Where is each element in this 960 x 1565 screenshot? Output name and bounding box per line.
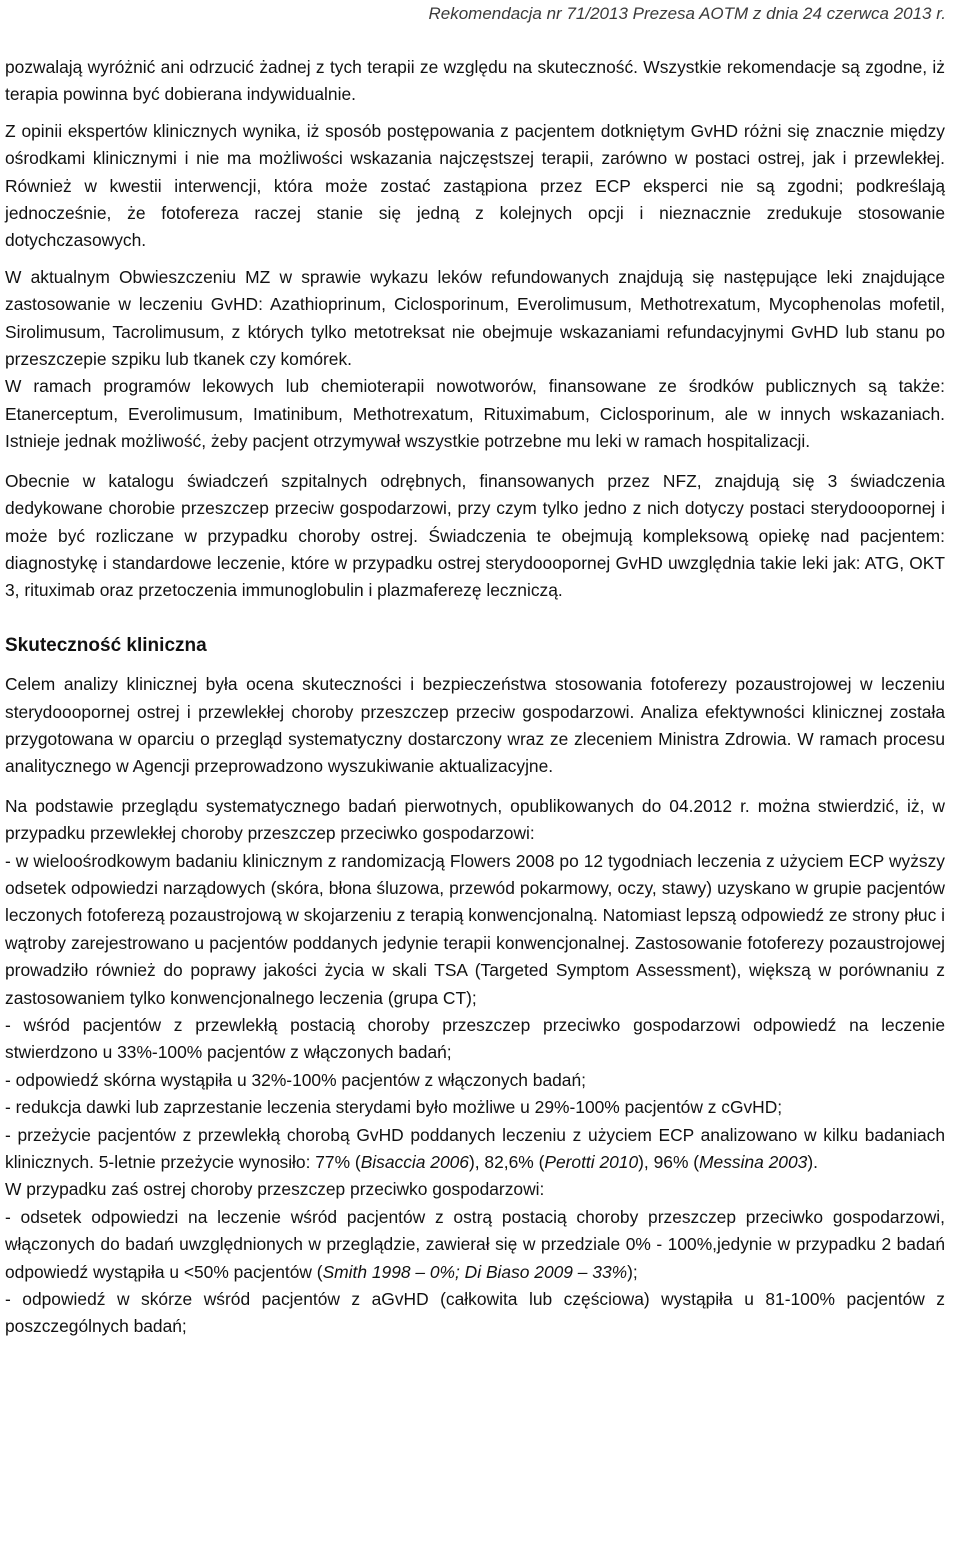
paragraph: Obecnie w katalogu świadczeń szpitalnych odrębnych, finansowanych przez NFZ, znajdują się 3 świadczenia dedykowane chorobie przeszczep przeciw gospodarzowi, przy czym tylko jedno z nich dotyczy postaci sterydooopornej i może być rozliczane w przypadku choroby ostrej. Świadczenia te obejmują kompleksową opiekę nad pacjentem: diagnostykę i standardowe leczenie, które w przypadku ostrej sterydooopornej GvHD uwzględnia takie leki jak: ATG, OKT 3, rituximab oraz przetoczenia immunoglobulin i plazmaferezę leczniczą. (5, 470, 945, 601)
paragraph: Na podstawie przeglądu systematycznego badań pierwotnych, opublikowanych do 04.2012 r. można stwierdzić, iż, w przypadku przewlekłej choroby przeszczep przeciwko gospodarzowi: (5, 795, 945, 844)
citation: Smith 1998 – 0%; Di Biaso 2009 – 33% (322, 1261, 628, 1282)
document-body (5, 54, 945, 1341)
bullet-text: ). (807, 1152, 818, 1173)
paragraph: Celem analizy klinicznej była ocena skuteczności i bezpieczeństwa stosowania fotoferezy pozaustrojowej w leczeniu sterydooopornej ostrej i przewlekłej choroby przeszczep przeciw gospodarzowi. Analiza efektywności klinicznej została przygotowana w oparciu o przegląd systematyczny dostarczony wraz ze zleceniem Ministra Zdrowia. W ramach procesu analitycznego w Agencji przeprowadzono wyszukiwanie aktualizacyjne. (5, 674, 945, 777)
bullet-text: ); (627, 1261, 638, 1282)
bullet-text: - odsetek odpowiedzi na leczenie wśród pacjentów z ostrą postacią choroby przeszczep przeciwko gospodarzowi, włączonych do badań uwzględnionych w przeglądzie, zawierał się w przedziale 0% - 100%,jedynie w przypadku 2 badań odpowiedź wystąpiła u <50% pacjentów ( (5, 1206, 945, 1282)
paragraph: W aktualnym Obwieszczeniu MZ w sprawie wykazu leków refundowanych znajdują się następujące leki znajdujące zastosowanie w leczeniu GvHD: Azathioprinum, Ciclosporinum, Everolimusum, Methotrexatum, Mycophenolas mofetil, Sirolimusum, Tacrolimusum, z których tylko metotreksat nie obejmuje wskazaniami refundacyjnymi GvHD lub stanu po przeszczepie szpiku lub tkanek czy komórek. (5, 266, 945, 370)
citation: Perotti 2010 (544, 1152, 639, 1173)
paragraph: W przypadku zaś ostrej choroby przeszczep przeciwko gospodarzowi: (5, 1179, 545, 1200)
bullet-item (5, 1204, 945, 1286)
bullet-item: - wśród pacjentów z przewlekłą postacią choroby przeszczep przeciwko gospodarzowi odpowiedź na leczenie stwierdzono u 33%-100% pacjentów z włączonych badań; (5, 1015, 945, 1063)
section-heading: Skuteczność kliniczna (5, 634, 207, 656)
paragraph: W ramach programów lekowych lub chemioterapii nowotworów, finansowane ze środków publicznych są także: Etanerceptum, Everolimusum, Imatinibum, Methotrexatum, Rituximabum, Ciclosporinum, ale w innych wskazaniach. Istnieje jednak możliwość, żeby pacjent otrzymywał wszystkie potrzebne mu leki w ramach hospitalizacji. (5, 376, 945, 452)
bullet-item (5, 1122, 945, 1177)
citation: Messina 2003 (699, 1152, 808, 1173)
bullet-item: - w wieloośrodkowym badaniu klinicznym z randomizacją Flowers 2008 po 12 tygodniach leczenia z użyciem ECP wyższy odsetek odpowiedzi narządowych (skóra, błona śluzowa, przewód pokarmowy, oczy, stawy) uzyskano w grupie pacjentów leczonych fotoferezą pozaustrojową w skojarzeniu z terapią konwencjonalną. Natomiast lepszą odpowiedź ze strony płuc i wątroby zarejestrowano u pacjentów poddanych jedynie terapii konwencjonalnej. Zastosowanie fotoferezy pozaustrojowej prowadziło również do poprawy jakości życia w skali TSA (Targeted Symptom Assessment), większą w porównaniu z zastosowaniem tylko konwencjonalnego leczenia (grupa CT); (5, 850, 945, 1008)
bullet-item: - odpowiedź skórna wystąpiła u 32%-100% pacjentów z włączonych badań; (5, 1069, 586, 1090)
bullet-item: - odpowiedź w skórze wśród pacjentów z aGvHD (całkowita lub częściowa) wystąpiła u 81-100% pacjentów z poszczególnych badań; (5, 1289, 945, 1337)
citation: Bisaccia 2006 (360, 1152, 469, 1173)
bullet-text: ), 96% ( (638, 1152, 700, 1173)
document-header: Rekomendacja nr 71/2013 Prezesa AOTM z dnia 24 czerwca 2013 r. (428, 4, 946, 23)
paragraph: pozwalają wyróżnić ani odrzucić żadnej z tych terapii ze względu na skuteczność. Wszystkie rekomendacje są zgodne, iż terapia powinna być dobierana indywidualnie. (5, 57, 945, 105)
bullet-item: - redukcja dawki lub zaprzestanie leczenia sterydami było możliwe u 29%-100% pacjentów z cGvHD; (5, 1097, 783, 1118)
bullet-text: ), 82,6% ( (468, 1152, 545, 1173)
bullet-text: - przeżycie pacjentów z przewlekłą chorobą GvHD poddanych leczeniu z użyciem ECP analizowano w kilku badaniach klinicznych. 5-letnie przeżycie wynosiło: 77% ( (5, 1124, 945, 1173)
paragraph: Z opinii ekspertów klinicznych wynika, iż sposób postępowania z pacjentem dotkniętym GvHD różni się znacznie między ośrodkami klinicznymi i nie ma możliwości wskazania najczęstszej terapii, zarówno w postaci ostrej, jak i przewlekłej. Również w kwestii interwencji, która może zostać zastąpiona przez ECP eksperci nie są zgodni; podkreślają jednocześnie, że fotofereza raczej stanie się jedną z kolejnych opcji i nieznacznie zredukuje stosowanie dotychczasowych. (5, 120, 945, 251)
